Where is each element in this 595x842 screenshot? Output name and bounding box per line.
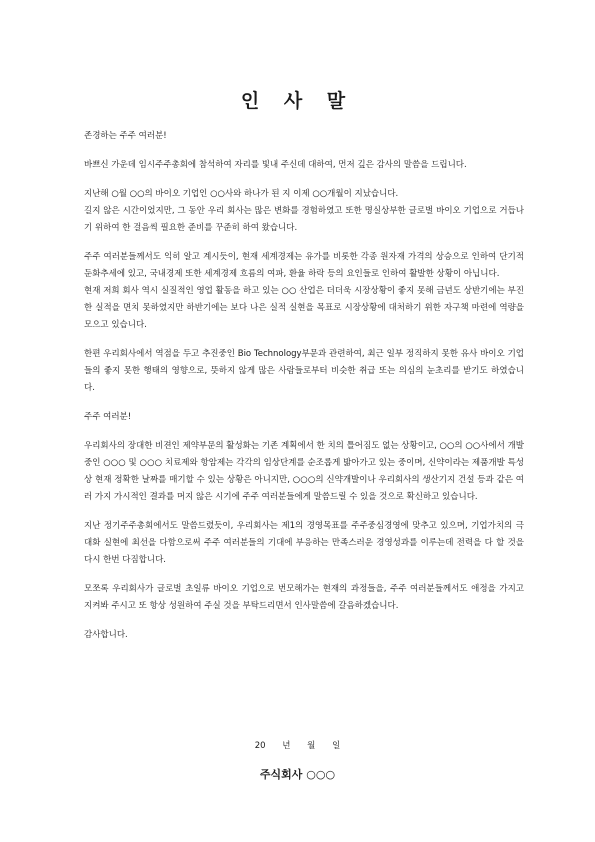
paragraph-address: 주주 여러분! [84, 412, 132, 422]
document-body [84, 128, 524, 656]
paragraph-biotech: 한편 우리회사에서 역점을 두고 추진중인 Bio Technology부문과 관련하여, 최근 일부 정직하지 못한 유사 바이오 기업들의 좋지 못한 행태의 영향으로, 뜻하지 않게 많은 사람들로부터 비슷한 취급 또는 의심의 눈초리를 받기도 하였습니다. [84, 349, 524, 393]
paragraph-thanks: 바쁘신 가운데 임시주주총회에 참석하여 자리를 빛내 주신데 대하여, 먼저 깊은 감사의 말씀을 드립니다. [84, 160, 467, 170]
paragraph-closing: 모쪼록 우리회사가 글로벌 초일류 바이오 기업으로 번모해가는 현재의 과정들을, 주주 여러분들께서도 애정을 가지고 지켜봐 주시고 또 항상 성원하여 주실 것을 부탁드리면서 인사말씀에 갈음하겠습니다. [84, 584, 524, 611]
date-line: 20 년 월 일 [254, 741, 341, 751]
paragraph-economy: 주주 여러분들께서도 익히 알고 계시듯이, 현재 세계경제는 유가를 비롯한 각종 원자재 가격의 상승으로 인하여 단기적 둔화추세에 있고, 국내경제 또한 세계경제 흐름의 여파, 환율 하락 등의 요인들로 인하여 활발한 상황이 아닙니다. [84, 252, 524, 279]
greeting: 존경하는 주주 여러분! [84, 131, 167, 141]
paragraph-merger: 지난해 ○월 ○○의 바이오 기업인 ○○사와 하나가 된 지 이제 ○○개월이 지났습니다. [84, 189, 399, 199]
company-name: 주식회사 ○○○ [259, 768, 336, 781]
paragraph-business-status: 현재 저희 회사 역시 실질적인 영업 활동을 하고 있는 ○○ 산업은 더더욱 시장상황이 좋지 못해 금년도 상반기에는 부진한 실적을 면치 못하였지만 하반기에는 보다 나은 실적 실현을 목표로 시장상황에 대처하기 위한 자구책 마련에 역량을 모으고 있습니다. [84, 286, 524, 330]
document-title: 인 사 말 [240, 90, 355, 112]
paragraph-management-goal: 지난 정기주주총회에서도 말씀드렸듯이, 우리회사는 제1의 경영목표를 주주중심경영에 맞추고 있으며, 기업가치의 극대화 실현에 최선을 다함으로써 주주 여러분들의 기대에 부응하는 만족스러운 경영성과를 이루는데 전력을 다 할 것을 다시 한번 다짐합니다. [84, 521, 524, 565]
paragraph-preparation: 길지 않은 시간이었지만, 그 동안 우리 회사는 많은 변화를 경험하였고 또한 명실상부한 글로벌 바이오 기업으로 거듭나기 위하여 한 걸음씩 필요한 준비를 꾸준히 하여 왔습니다. [84, 206, 524, 233]
paragraph-vision: 우리회사의 장대한 비젼인 제약부문의 활성화는 기존 계획에서 한 치의 틀어짐도 없는 상황이고, ○○의 ○○사에서 개발중인 ○○○ 및 ○○○ 치료제와 항암제는 각각의 임상단계를 순조롭게 밟아가고 있는 중이며, 신약이라는 제품개발 특성상 현재 정확한 날짜를 매기할 수 있는 상황은 아니지만, ○○○의 신약개발이나 우리회사의 생산기지 건설 등과 같은 여러 가지 가시적인 결과를 머지 않은 시기에 주주 여러분들에게 말씀드릴 수 있을 것으로 확신하고 있습니다. [84, 441, 524, 502]
paragraph-thank-you: 감사합니다. [84, 630, 128, 640]
